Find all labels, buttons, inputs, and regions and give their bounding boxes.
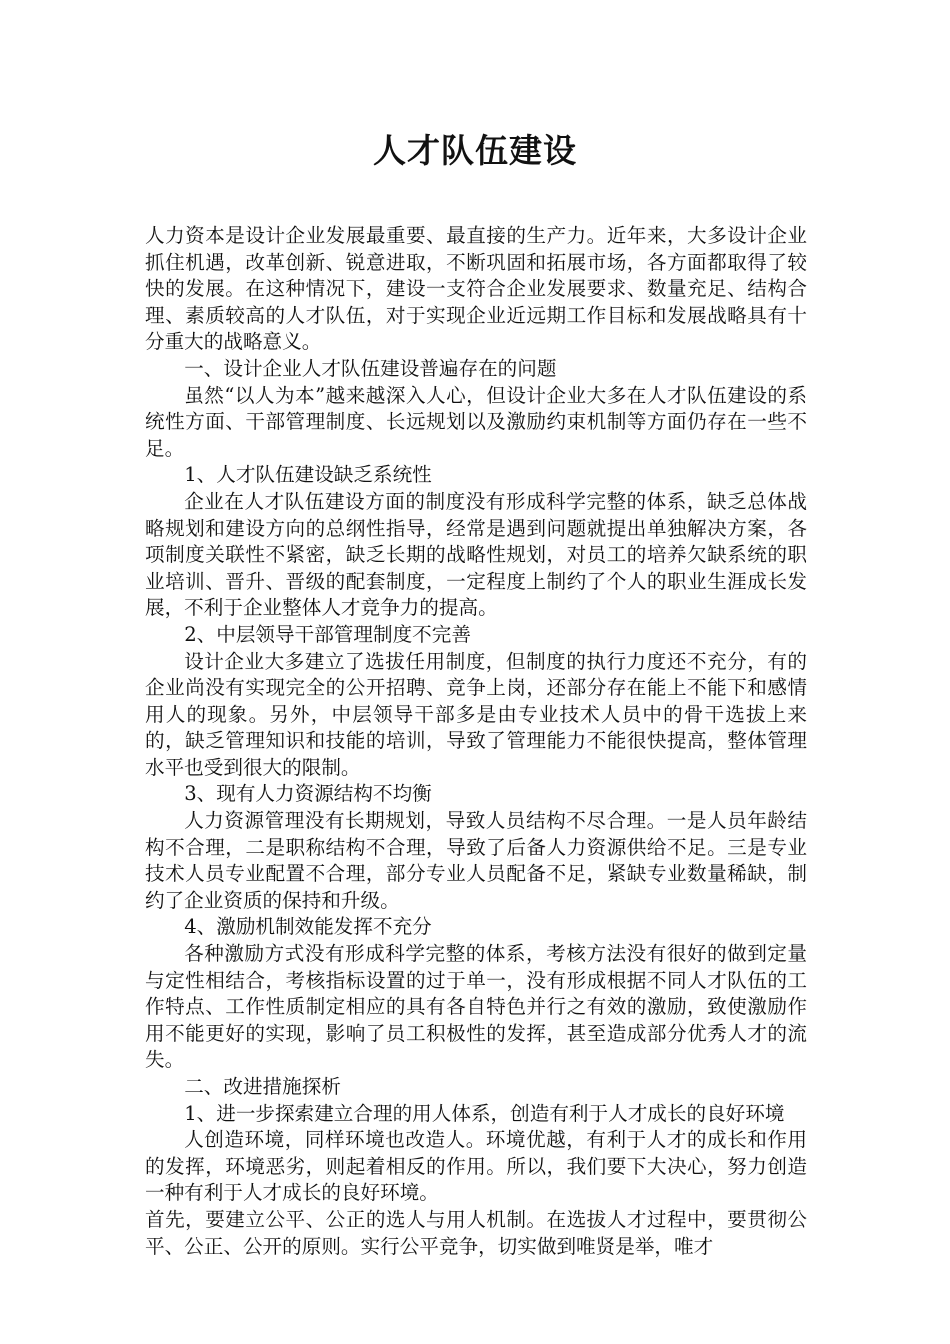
section-heading-problems: 一、设计企业人才队伍建设普遍存在的问题	[184, 356, 557, 380]
paragraph-1: 企业在人才队伍建设方面的制度没有形成科学完整的体系，缺乏总体战略规划和建设方向的总纲性指导，经常是遇到问题就提出单独解决方案，各项制度关联性不紧密，缺乏长期的战略性规划，对员工的培养欠缺系统的职业培训、晋升、晋级的配套制度，一定程度上制约了个人的职业生涯成长发展，不利于企业整体人才竞争力的提高。	[145, 489, 807, 620]
subheading-measure-1: 1、进一步探索建立合理的用人体系，创造有利于人才成长的良好环境	[184, 1101, 785, 1125]
subheading-3: 3、现有人力资源结构不均衡	[184, 782, 432, 806]
subheading-2: 2、中层领导干部管理制度不完善	[184, 622, 471, 646]
subheading-4: 4、激励机制效能发挥不充分	[184, 915, 432, 939]
paragraph-3: 人力资源管理没有长期规划，导致人员结构不尽合理。一是人员年龄结构不合理，二是职称结构不合理，导致了后备人力资源供给不足。三是专业技术人员专业配置不合理，部分专业人员配备不足，紧缺专业数量稀缺，制约了企业资质的保持和升级。	[145, 809, 807, 912]
paragraph-measure-1: 人创造环境，同样环境也改造人。环境优越，有利于人才的成长和作用的发挥，环境恶劣，则起着相反的作用。所以，我们要下大决心，努力创造一种有利于人才成长的良好环境。	[145, 1128, 807, 1205]
paragraph-4: 各种激励方式没有形成科学完整的体系，考核方法没有很好的做到定量与定性相结合，考核指标设置的过于单一，没有形成根据不同人才队伍的工作特点、工作性质制定相应的具有各自特色并行之有效的激励，致使激励作用不能更好的实现，影响了员工积极性的发挥，甚至造成部分优秀人才的流失。	[145, 942, 807, 1072]
paragraph-intro: 人力资本是设计企业发展最重要、最直接的生产力。近年来，大多设计企业抓住机遇，改革创新、锐意进取，不断巩固和拓展市场，各方面都取得了较快的发展。在这种情况下，建设一支符合企业发展要求、数量充足、结构合理、素质较高的人才队伍，对于实现企业近远期工作目标和发展战略具有十分重大的战略意义。	[145, 224, 807, 354]
paragraph-2: 设计企业大多建立了选拔任用制度，但制度的执行力度还不充分，有的企业尚没有实现完全的公开招聘、竞争上岗，还部分存在能上不能下和感情用人的现象。另外，中层领导干部多是由专业技术人员中的骨干选拔上来的，缺乏管理知识和技能的培训，导致了管理能力不能很快提高，整体管理水平也受到很大的限制。	[145, 649, 807, 779]
subheading-1: 1、人才队伍建设缺乏系统性	[184, 463, 432, 487]
paragraph-problems-overview: 虽然“以人为本”越来越深入人心，但设计企业大多在人才队伍建设的系统性方面、干部管理制度、长远规划以及激励约束机制等方面仍存在一些不足。	[145, 383, 807, 460]
paragraph-measure-1-first: 首先，要建立公平、公正的选人与用人机制。在选拔人才过程中，要贯彻公平、公正、公开的原则。实行公平竞争，切实做到唯贤是举，唯才	[145, 1207, 807, 1258]
section-heading-measures: 二、改进措施探析	[184, 1075, 341, 1098]
document-title: 人才队伍建设	[373, 131, 577, 170]
document-body	[145, 223, 807, 1260]
